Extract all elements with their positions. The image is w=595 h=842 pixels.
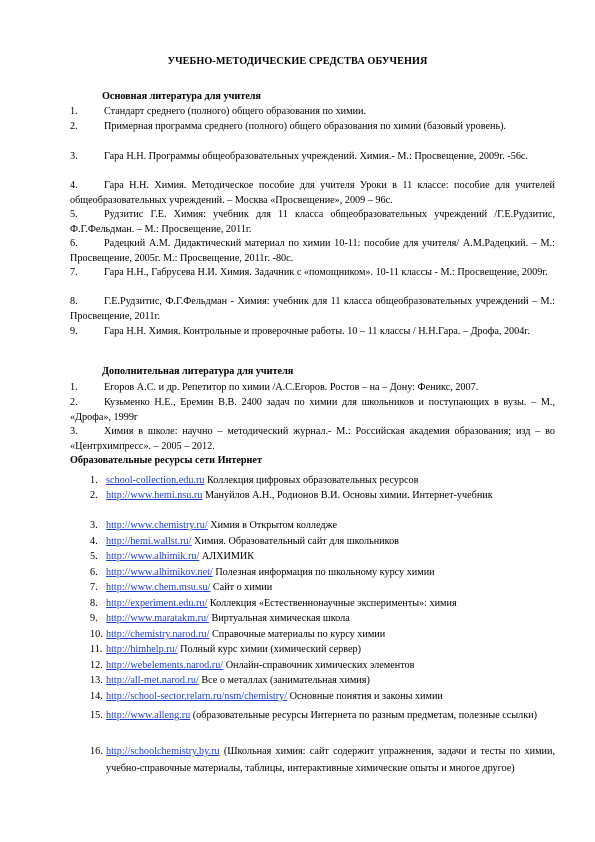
item-number: 10.	[90, 629, 103, 640]
resource-link[interactable]: http://www.hemi.nsu.ru	[106, 490, 203, 501]
list-item	[90, 690, 555, 705]
item-text: Гара Н.Н. Химия. Методическое пособие для учителя Уроки в 11 классе: пособие для учителей общеобразовательных учреждений. – Москва «Просвещение», 2009 – 96с.	[70, 180, 555, 206]
item-number: 6.	[90, 567, 98, 578]
list-item	[70, 150, 555, 165]
item-text: Примерная программа среднего (полного) общего образования по химии (базовый уровень).	[104, 121, 507, 132]
resource-link[interactable]: http://experiment.edu.ru/	[106, 598, 208, 609]
list-item	[90, 707, 555, 724]
list-item	[90, 550, 555, 565]
list-item	[90, 566, 555, 581]
item-number: 5.	[90, 551, 98, 562]
resource-link[interactable]: http://all-met.narod.ru/	[106, 675, 199, 686]
resource-description: Полный курс химии (химический сервер)	[177, 644, 362, 655]
resource-description: Основные понятия и законы химии	[287, 691, 443, 702]
basic-literature-heading: Основная литература для учителя	[102, 91, 261, 102]
resource-description: Онлайн-справочник химических элементов	[223, 660, 415, 671]
list-item	[70, 295, 555, 324]
resource-description: Мануйлов А.Н., Родионов В.И. Основы химии. Интернет-учебник	[202, 490, 493, 501]
item-number: 7.	[90, 582, 98, 593]
item-number: 1.	[90, 475, 98, 486]
item-text: Стандарт среднего (полного) общего образования по химии.	[104, 106, 367, 117]
resource-description: Химия в Открытом колледже	[207, 520, 337, 531]
list-item	[70, 425, 555, 454]
resource-link[interactable]: http://chemistry.narod.ru/	[106, 629, 210, 640]
resource-link[interactable]: http://schoolchemistry.by.ru	[106, 746, 220, 757]
item-number: 14.	[90, 691, 103, 702]
list-item	[90, 597, 555, 612]
item-number: 6.	[70, 238, 78, 249]
list-item	[90, 743, 555, 777]
resource-description: (образовательные ресурсы Интернета по разным предметам, полезные ссылки)	[190, 710, 538, 721]
list-item	[90, 612, 555, 627]
item-number: 7.	[70, 267, 78, 278]
resource-link[interactable]: http://www.maratakm.ru/	[106, 613, 209, 624]
list-item	[70, 237, 555, 266]
resource-description: АЛХИМИК	[199, 551, 255, 562]
item-number: 2.	[70, 397, 78, 408]
item-number: 4.	[90, 536, 98, 547]
list-item	[70, 120, 555, 135]
resource-link[interactable]: http://webelements.narod.ru/	[106, 660, 224, 671]
item-number: 8.	[70, 296, 78, 307]
item-number: 11.	[90, 644, 103, 655]
item-number: 2.	[70, 121, 78, 132]
page-title: УЧЕБНО-МЕТОДИЧЕСКИЕ СРЕДСТВА ОБУЧЕНИЯ	[167, 56, 428, 67]
resource-description: Все о металлах (занимательная химия)	[198, 675, 370, 686]
resource-link[interactable]: http://www.alhimik.ru/	[106, 551, 200, 562]
list-item	[70, 208, 555, 237]
resource-link[interactable]: http://himhelp.ru/	[106, 644, 178, 655]
item-number: 12.	[90, 660, 103, 671]
list-item	[70, 396, 555, 425]
resource-description: Коллекция «Естественнонаучные эксперименты»: химия	[207, 598, 457, 609]
item-number: 3.	[90, 520, 98, 531]
item-text: Гара Н.Н. Программы общеобразовательных учреждений. Химия.- М.: Просвещение, 2009г. -56с.	[104, 151, 528, 162]
list-item	[90, 643, 555, 658]
list-item	[70, 179, 555, 208]
resource-link[interactable]: http://www.alleng.ru	[106, 710, 191, 721]
resource-description: Коллекция цифровых образовательных ресурсов	[204, 475, 419, 486]
item-number: 9.	[70, 326, 78, 337]
item-text: Химия в школе: научно – методический журнал.- М.: Российская академия образования; изд – во «Центрхимпресс». – 2005 – 2012.	[70, 426, 555, 452]
list-item	[70, 325, 555, 340]
item-text: Радецкий А.М. Дидактический материал по химии 10-11: пособие для учителя/ А.М.Радецкий. – М.: Просвещение, 2005г. М.: Просвещение, 2011г. -80с.	[70, 238, 555, 264]
resource-link[interactable]: http://www.chemistry.ru/	[106, 520, 208, 531]
resource-link[interactable]: http://school-sector.relarn.ru/nsm/chemistry/	[106, 691, 288, 702]
resource-description: (Школьная химия: сайт содержит упражнения, задачи и тесты по химии, учебно-справочные материалы, таблицы, интерактивные химические опыты и многое другое)	[106, 746, 555, 774]
item-number: 13.	[90, 675, 103, 686]
list-item	[90, 659, 555, 674]
item-number: 8.	[90, 598, 98, 609]
item-number: 15.	[90, 710, 103, 721]
item-text: Г.Е.Рудзитис, Ф.Г.Фельдман - Химия: учебник для 11 класса общеобразовательных учреждений – М.: Просвещение, 2011г.	[70, 296, 555, 322]
list-item	[90, 674, 555, 689]
resource-link[interactable]: http://www.alhimikov.net/	[106, 567, 213, 578]
list-item	[70, 105, 555, 120]
resource-link[interactable]: http://www.chem.msu.su/	[106, 582, 211, 593]
resource-link[interactable]: school-collection.edu.ru	[106, 475, 205, 486]
list-item	[90, 474, 555, 489]
item-text: Кузьменко Н.Е., Еремин В.В. 2400 задач по химии для школьников и поступающих в вузы. – М., «Дрофа», 1999г	[70, 397, 555, 423]
resource-description: Сайт о химии	[210, 582, 273, 593]
list-item	[90, 628, 555, 643]
item-text: Гара Н.Н. Химия. Контрольные и проверочные работы. 10 – 11 классы / Н.Н.Гара. – Дрофа, 2004г.	[104, 326, 530, 337]
list-item	[90, 489, 555, 504]
resource-description: Полезная информация по школьному курсу химии	[212, 567, 435, 578]
list-item	[70, 381, 555, 396]
item-number: 2.	[90, 490, 98, 501]
list-item	[70, 266, 555, 281]
list-item	[90, 519, 555, 534]
resource-description: Химия. Образовательный сайт для школьников	[191, 536, 399, 547]
item-number: 3.	[70, 151, 78, 162]
item-number: 1.	[70, 106, 78, 117]
resource-link[interactable]: http://hemi.wallst.ru/	[106, 536, 192, 547]
item-number: 3.	[70, 426, 78, 437]
item-number: 5.	[70, 209, 78, 220]
internet-resources-heading: Образовательные ресурсы сети Интернет	[70, 455, 262, 466]
list-item	[90, 535, 555, 550]
item-number: 9.	[90, 613, 98, 624]
resource-description: Виртуальная химическая школа	[208, 613, 350, 624]
list-item	[90, 581, 555, 596]
resource-description: Справочные материалы по курсу химии	[209, 629, 386, 640]
item-number: 4.	[70, 180, 78, 191]
item-number: 1.	[70, 382, 78, 393]
additional-literature-heading: Дополнительная литература для учителя	[102, 366, 294, 377]
item-number: 16.	[90, 746, 103, 757]
item-text: Егоров А.С. и др. Репетитор по химии /А.С.Егоров. Ростов – на – Дону: Феникс, 2007.	[104, 382, 479, 393]
item-text: Рудзитис Г.Е. Химия: учебник для 11 класса общеобразовательных учреждений /Г.Е.Рудзитис, Ф.Г.Фельдман. – М.: Просвещение, 2011г.	[70, 209, 555, 235]
item-text: Гара Н.Н., Габрусева Н.И. Химия. Задачник с «помощником». 10-11 классы - М.: Просвещение, 2009г.	[104, 267, 548, 278]
